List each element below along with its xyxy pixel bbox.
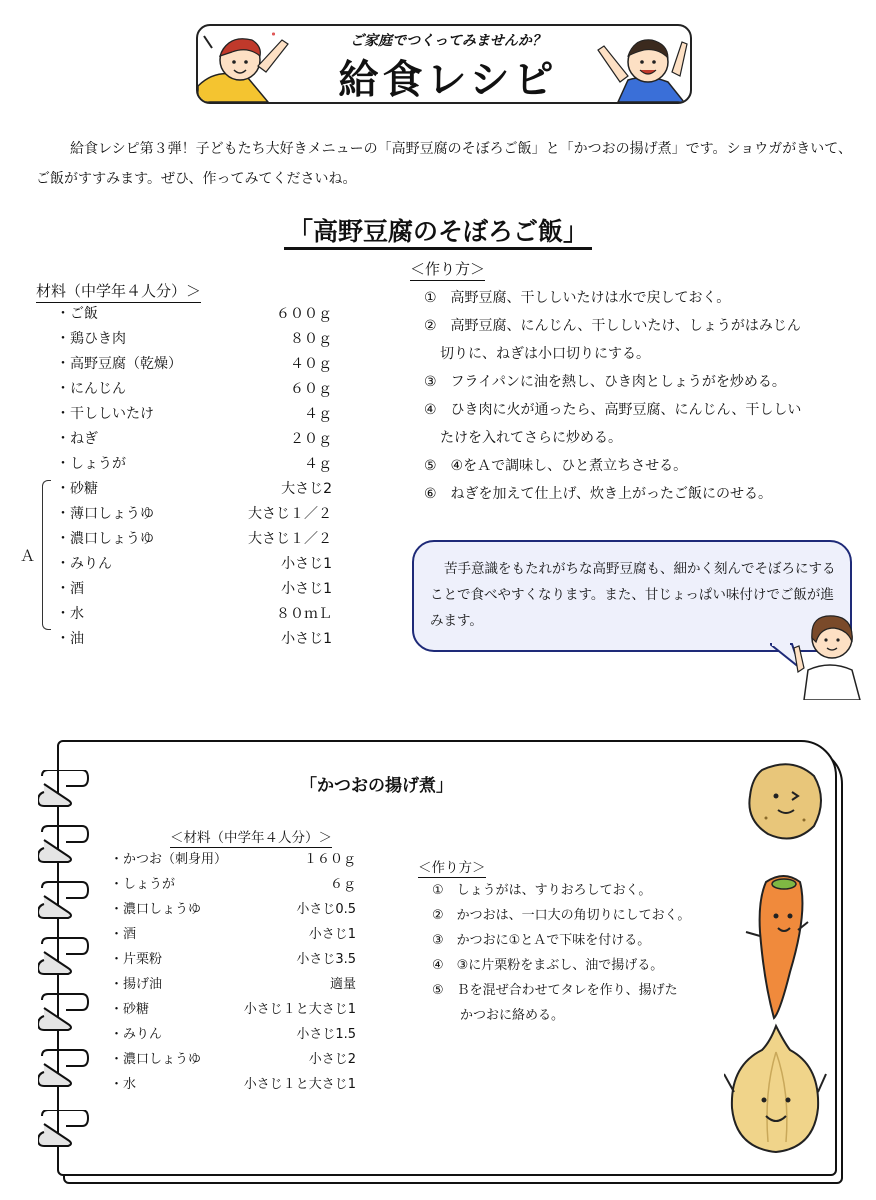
- ingredient-qty: ４ｇ: [304, 456, 332, 472]
- carrot-character-illustration: [744, 872, 816, 1022]
- ingredient-row: [56, 577, 332, 602]
- ingredient-name: ・片栗粉: [110, 952, 163, 967]
- ingredient-qty: ６００ｇ: [276, 306, 332, 322]
- ingredient-row: [110, 1047, 356, 1072]
- ingredient-row: [56, 402, 332, 427]
- ingredient-name: ・砂糖: [56, 481, 98, 497]
- recipe1-method-heading: ＜作り方＞: [410, 258, 485, 281]
- ingredient-qty: 小さじ1.5: [296, 1027, 356, 1042]
- ingredient-name: ・濃口しょうゆ: [110, 902, 202, 917]
- method-step-continued: 切りに、ねぎは小口切りにする。: [440, 346, 650, 362]
- ingredient-name: ・濃口しょうゆ: [110, 1052, 202, 1067]
- recipe2-ingredients-heading: ＜材料（中学年４人分）＞: [170, 826, 332, 848]
- ingredient-row: [56, 377, 332, 402]
- ingredient-name: ・油: [56, 631, 84, 647]
- nutritionist-illustration: [790, 608, 870, 700]
- child-illustration-left: [198, 26, 308, 102]
- ingredient-name: ・にんじん: [56, 381, 126, 397]
- ingredient-qty: 小さじ１と大さじ1: [243, 1002, 356, 1017]
- banner-subtitle: ご家庭でつくってみませんか？: [350, 33, 546, 49]
- ingredient-qty: １６０ｇ: [303, 852, 356, 867]
- ingredient-qty: 小さじ3.5: [296, 952, 356, 967]
- ingredient-qty: 小さじ1: [308, 927, 356, 942]
- ingredient-name: ・ご飯: [56, 306, 98, 322]
- recipe1-title-text: 「高野豆腐のそぼろご飯」: [284, 217, 592, 250]
- potato-character-illustration: [742, 760, 828, 846]
- ingredient-qty: ６０ｇ: [290, 381, 332, 397]
- ingredient-name: ・みりん: [56, 556, 112, 572]
- ingredient-name: ・干ししいたけ: [56, 406, 154, 422]
- group-a-bracket: [42, 480, 51, 630]
- ingredient-name: ・かつお（刺身用）: [110, 852, 228, 867]
- ingredient-name: ・薄口しょうゆ: [56, 506, 154, 522]
- method-step: ③ かつおに①とＡで下味を付ける。: [432, 933, 651, 948]
- ingredient-row: [56, 427, 332, 452]
- recipe1-ingredients-heading: 材料（中学年４人分）＞: [36, 280, 201, 303]
- method-step: ④ ひき肉に火が通ったら、高野豆腐、にんじん、干ししい: [424, 402, 802, 418]
- ingredient-qty: ４０ｇ: [290, 356, 332, 372]
- banner-title: 給食レシピ: [338, 57, 558, 103]
- ingredient-qty: 大さじ１／２: [248, 531, 332, 547]
- ingredient-name: ・濃口しょうゆ: [56, 531, 154, 547]
- ingredient-row: [110, 997, 356, 1022]
- ingredient-row: [56, 302, 332, 327]
- ingredient-row: [110, 1022, 356, 1047]
- header-banner: [196, 24, 692, 104]
- recipe2-title: 「かつおの揚げ煮」: [300, 776, 453, 796]
- ingredient-name: ・揚げ油: [110, 977, 163, 992]
- ingredient-name: ・鶏ひき肉: [56, 331, 126, 347]
- ingredient-row: [56, 527, 332, 552]
- ingredient-name: ・みりん: [110, 1027, 163, 1042]
- method-step: ③ フライパンに油を熱し、ひき肉としょうがを炒める。: [424, 374, 786, 390]
- ingredient-name: ・砂糖: [110, 1002, 150, 1017]
- tip-text: 苦手意識をもたれがちな高野豆腐も、細かく刻んでそぼろにすることで食べやすくなります。また、甘じょっぱい味付けでご飯が進みます。: [430, 561, 836, 629]
- method-step: ① しょうがは、すりおろしておく。: [432, 883, 652, 898]
- ingredient-row: [56, 327, 332, 352]
- method-step: ⑤ ④をＡで調味し、ひと煮立ちさせる。: [424, 458, 688, 474]
- ingredient-name: ・酒: [56, 581, 84, 597]
- ingredient-name: ・水: [56, 606, 84, 622]
- recipe1-title: [0, 212, 876, 248]
- notebook-rings: [38, 770, 92, 1110]
- ingredient-row: [110, 922, 356, 947]
- ingredient-qty: ８０ｍＬ: [276, 606, 332, 622]
- ingredient-qty: 小さじ2: [308, 1052, 356, 1067]
- ingredient-name: ・水: [110, 1077, 137, 1092]
- intro-paragraph: 給食レシピ第３弾！子どもたち大好きメニューの「高野豆腐のそぼろご飯」と「かつおの揚げ煮」です。ショウガがきいて、ご飯がすすみます。ぜひ、作ってみてくださいね。: [36, 141, 852, 187]
- ingredient-row: [56, 627, 332, 652]
- ingredient-qty: 小さじ0.5: [296, 902, 356, 917]
- method-step-continued: たけを入れてさらに炒める。: [440, 430, 622, 446]
- ingredient-qty: 大さじ2: [281, 481, 332, 497]
- ingredient-qty: ４ｇ: [304, 406, 332, 422]
- ingredient-row: [110, 847, 356, 872]
- notebook-ring-bottom: [38, 1110, 92, 1154]
- method-step: ⑤ Ｂを混ぜ合わせてタレを作り、揚げた: [432, 983, 678, 998]
- ingredient-row: [56, 452, 332, 477]
- ingredient-qty: 小さじ１と大さじ1: [243, 1077, 356, 1092]
- ingredient-name: ・しょうが: [56, 456, 126, 472]
- ingredient-row: [56, 502, 332, 527]
- ingredient-name: ・高野豆腐（乾燥）: [56, 356, 182, 372]
- ingredient-qty: ２０ｇ: [290, 431, 332, 447]
- method-step: ② かつおは、一口大の角切りにしておく。: [432, 908, 691, 923]
- ingredient-qty: 適量: [329, 977, 356, 992]
- ingredient-qty: 小さじ1: [281, 631, 332, 647]
- ingredient-row: [56, 552, 332, 577]
- ingredient-name: ・ねぎ: [56, 431, 98, 447]
- ingredient-row: [110, 897, 356, 922]
- ingredient-row: [110, 947, 356, 972]
- group-a-label: Ａ: [20, 547, 36, 565]
- ingredient-qty: ６ｇ: [329, 877, 356, 892]
- child-illustration-right: [588, 26, 688, 102]
- ingredient-row: [110, 872, 356, 897]
- method-step: ① 高野豆腐、干ししいたけは水で戻しておく。: [424, 290, 731, 306]
- ingredient-name: ・しょうが: [110, 877, 176, 892]
- method-step: ⑥ ねぎを加えて仕上げ、炊き上がったご飯にのせる。: [424, 486, 772, 502]
- ingredient-qty: ８０ｇ: [290, 331, 332, 347]
- ingredient-qty: 大さじ１／２: [248, 506, 332, 522]
- ingredient-row: [56, 602, 332, 627]
- ingredient-row: [110, 972, 356, 997]
- ingredient-name: ・酒: [110, 927, 137, 942]
- method-step: ② 高野豆腐、にんじん、干ししいたけ、しょうがはみじん: [424, 318, 801, 334]
- method-step: ④ ③に片栗粉をまぶし、油で揚げる。: [432, 958, 664, 973]
- ingredient-row: [56, 477, 332, 502]
- method-step-continued: かつおに絡める。: [460, 1008, 565, 1023]
- ingredient-qty: 小さじ1: [281, 556, 332, 572]
- ingredient-row: [110, 1072, 356, 1097]
- ingredient-qty: 小さじ1: [281, 581, 332, 597]
- onion-character-illustration: [724, 1022, 828, 1158]
- recipe2-method-heading: ＜作り方＞: [418, 856, 486, 878]
- ingredient-row: [56, 352, 332, 377]
